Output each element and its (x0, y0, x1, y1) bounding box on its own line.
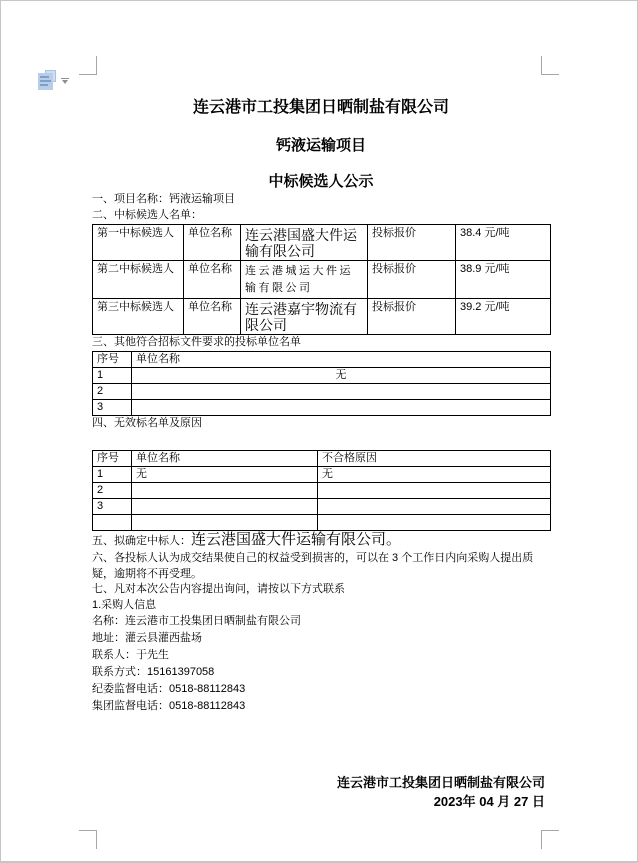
table-row (93, 261, 551, 299)
section-3-heading: 三、其他符合招标文件要求的投标单位名单 (92, 336, 301, 348)
table-row (93, 515, 551, 531)
contact-phone-line: 联系方式：15161397058 (92, 666, 215, 678)
table-row (93, 399, 551, 415)
company-name-cell: 连云港国盛大件运输有限公司 (241, 225, 368, 261)
price-value-cell: 38.9 元/吨 (456, 261, 551, 299)
unit-name-cell (132, 399, 551, 415)
buyer-address-line: 地址：灌云县灌西盐场 (92, 632, 202, 644)
col-header-name: 单位名称 (132, 451, 318, 467)
candidates-table (92, 224, 551, 335)
col-header-name: 单位名称 (132, 351, 551, 367)
candidate-rank-cell: 第二中标候选人 (93, 261, 184, 299)
table-row (93, 383, 551, 399)
table-header-row (93, 351, 551, 367)
chevron-down-icon[interactable] (61, 78, 69, 84)
unit-name-cell: 无 (132, 467, 318, 483)
col-header-no: 序号 (93, 351, 132, 367)
winner-company-name: 连云港国盛大件运输有限公司。 (191, 531, 402, 548)
reason-cell (318, 483, 551, 499)
other-bidders-table (92, 351, 551, 416)
price-value-cell: 39.2 元/吨 (456, 299, 551, 335)
reason-cell (318, 515, 551, 531)
table-row (93, 467, 551, 483)
paste-options-button[interactable] (37, 70, 71, 92)
seq-cell (93, 515, 132, 531)
signature-block (92, 773, 545, 811)
unit-name-cell (132, 515, 318, 531)
table-row (93, 367, 551, 383)
seq-cell: 2 (93, 383, 132, 399)
table-header-row (93, 451, 551, 467)
col-header-no: 序号 (93, 451, 132, 467)
paste-options-icon (38, 73, 53, 90)
price-label-cell: 投标报价 (368, 261, 456, 299)
candidate-rank-cell: 第一中标候选人 (93, 225, 184, 261)
section-4-heading: 四、无效标名单及原因 (92, 416, 202, 429)
buyer-contact-block (92, 613, 550, 715)
section-2-heading: 二、中标候选人名单： (92, 208, 202, 221)
seq-cell: 3 (93, 399, 132, 415)
signature-company: 连云港市工投集团日晒制盐有限公司 (336, 775, 545, 790)
candidate-rank-cell: 第三中标候选人 (93, 299, 184, 335)
table-row (93, 483, 551, 499)
unit-label-cell: 单位名称 (184, 261, 241, 299)
discipline-phone-line: 纪委监督电话：0518-88112843 (92, 683, 246, 695)
reason-cell: 无 (318, 467, 551, 483)
table-row (93, 299, 551, 335)
document-body (92, 92, 550, 715)
unit-name-cell (132, 499, 318, 515)
section-7-contact-heading: 七、凡对本次公告内容提出询问，请按以下方式联系 (92, 583, 345, 595)
section-1-project-name: 一、项目名称：钙液运输项目 (92, 193, 235, 205)
unit-name-cell (132, 383, 551, 399)
margin-corner-mark (79, 56, 97, 75)
margin-corner-mark (541, 830, 559, 849)
margin-corner-mark (79, 830, 97, 849)
unit-name-cell: 无 (132, 367, 551, 383)
buyer-info-heading: 1.采购人信息 (92, 598, 157, 611)
company-name-cell: 连云港城运大件运输有限公司 (241, 261, 368, 299)
table-row (93, 499, 551, 515)
doc-title-company: 连云港市工投集团日晒制盐有限公司 (192, 99, 449, 116)
seq-cell: 1 (93, 367, 132, 383)
section-5-winner (92, 531, 550, 550)
seq-cell: 3 (93, 499, 132, 515)
price-value-cell: 38.4 元/吨 (456, 225, 551, 261)
seq-cell: 1 (93, 467, 132, 483)
table-row (93, 225, 551, 261)
unit-name-cell (132, 483, 318, 499)
doc-title-project: 钙液运输项目 (275, 137, 366, 154)
company-name-cell: 连云港嘉宇物流有限公司 (241, 299, 368, 335)
section-6-objection-terms: 六、各投标人认为成交结果使自己的权益受到损害的，可以在 3 个工作日内向采购人提出质疑，逾期将不再受理。 (92, 552, 534, 580)
margin-corner-mark (541, 56, 559, 75)
doc-title-notice: 中标候选人公示 (268, 173, 374, 190)
reason-cell (318, 499, 551, 515)
invalid-bids-table (92, 450, 551, 531)
contact-person-line: 联系人：于先生 (92, 649, 169, 661)
unit-label-cell: 单位名称 (184, 299, 241, 335)
buyer-name-line: 名称：连云港市工投集团日晒制盐有限公司 (92, 615, 301, 627)
section-5-prefix: 五、拟确定中标人： (92, 535, 191, 547)
unit-label-cell: 单位名称 (184, 225, 241, 261)
signature-date: 2023年 04 月 27 日 (433, 794, 545, 809)
seq-cell: 2 (93, 483, 132, 499)
price-label-cell: 投标报价 (368, 299, 456, 335)
group-phone-line: 集团监督电话：0518-88112843 (92, 700, 246, 712)
price-label-cell: 投标报价 (368, 225, 456, 261)
col-header-reason: 不合格原因 (318, 451, 551, 467)
